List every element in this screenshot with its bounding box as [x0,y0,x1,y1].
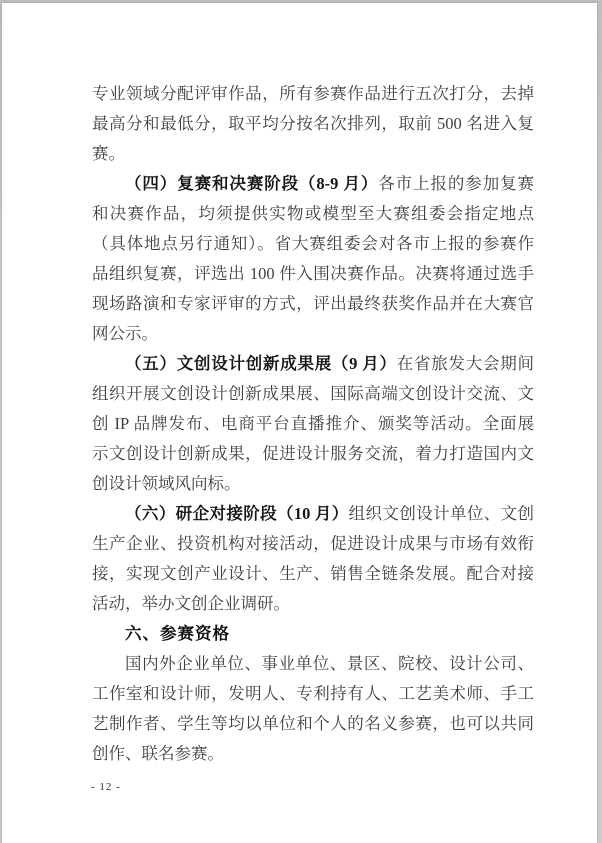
body-text: 各市上报的参加复赛 [378,174,534,193]
document-page [2,3,597,843]
text-line [92,559,534,589]
text-line [92,349,534,379]
body-text: 创设计领域风向标。 [92,474,241,493]
body-text: 网公示。 [92,324,158,343]
text-line [92,79,534,109]
body-text: 最高分和最低分，取平均分按名次排列，取前 500 名进入复 [92,114,534,133]
body-text: 组织开展文创设计创新成果展、国际高端文创设计交流、文 [92,384,534,403]
body-text: 工作室和设计师，发明人、专利持有人、工艺美术师、手工 [92,684,534,703]
body-text: 创作、联名参赛。 [92,744,224,763]
text-line [92,319,534,349]
body-text: 在省旅发大会期间 [396,354,534,373]
text-line [92,289,534,319]
body-text: 现场路演和专家评审的方式，评出最终获奖作品并在大赛官 [92,294,534,313]
body-text: 生产企业、投资机构对接活动，促进设计成果与市场有效衔 [92,534,534,553]
body-text: 和决赛作品，均须提供实物或模型至大赛组委会指定地点 [92,204,534,223]
page-content [92,79,534,769]
text-line [92,739,534,769]
text-line [92,499,534,529]
body-text: 组织文创设计单位、文创 [348,504,534,523]
body-text: （具体地点另行通知）。省大赛组委会对各市上报的参赛作 [92,234,534,253]
text-line [92,649,534,679]
text-line [92,469,534,499]
text-line [92,679,534,709]
body-text: 赛。 [92,144,125,163]
text-line [92,199,534,229]
bold-heading-text: （六）研企对接阶段（10 月） [125,504,349,523]
body-text: 活动，举办文创企业调研。 [92,594,290,613]
body-text: 艺制作者、学生等均以单位和个人的名义参赛，也可以共同 [92,714,534,733]
para-eligibility-body [92,649,534,769]
text-line [92,589,534,619]
text-line [92,109,534,139]
para-section-4-semifinal-final [92,169,534,349]
bold-heading-text: （五）文创设计创新成果展（9 月） [125,354,397,373]
body-text: 品组织复赛，评选出 100 件入围决赛作品。决赛将通过选手 [92,264,534,283]
para-preliminary-scoring-continued [92,79,534,169]
text-line [92,259,534,289]
para-section-5-achievement-expo [92,349,534,499]
text-line [92,229,534,259]
bold-heading-text: （四）复赛和决赛阶段（8-9 月） [125,174,379,193]
heading-section-6-eligibility [92,619,534,649]
text-line [92,439,534,469]
text-line [92,169,534,199]
body-text: 接，实现文创产业设计、生产、销售全链条发展。配合对接 [92,564,534,583]
body-text: 示文创设计创新成果，促进设计服务交流，着力打造国内文 [92,444,534,463]
text-line [92,409,534,439]
text-line [92,529,534,559]
text-line [92,139,534,169]
para-section-6-research-enterprise-matching [92,499,534,619]
text-line [92,379,534,409]
bold-heading-text: 六、参赛资格 [125,624,230,643]
body-text: 国内外企业单位、事业单位、景区、院校、设计公司、 [125,654,534,673]
body-text: 专业领域分配评审作品，所有参赛作品进行五次打分，去掉 [92,84,534,103]
body-text: 创 IP 品牌发布、电商平台直播推介、颁奖等活动。全面展 [92,414,534,433]
page-number: - 12 - [91,781,121,793]
text-line [92,709,534,739]
text-line [92,619,534,649]
